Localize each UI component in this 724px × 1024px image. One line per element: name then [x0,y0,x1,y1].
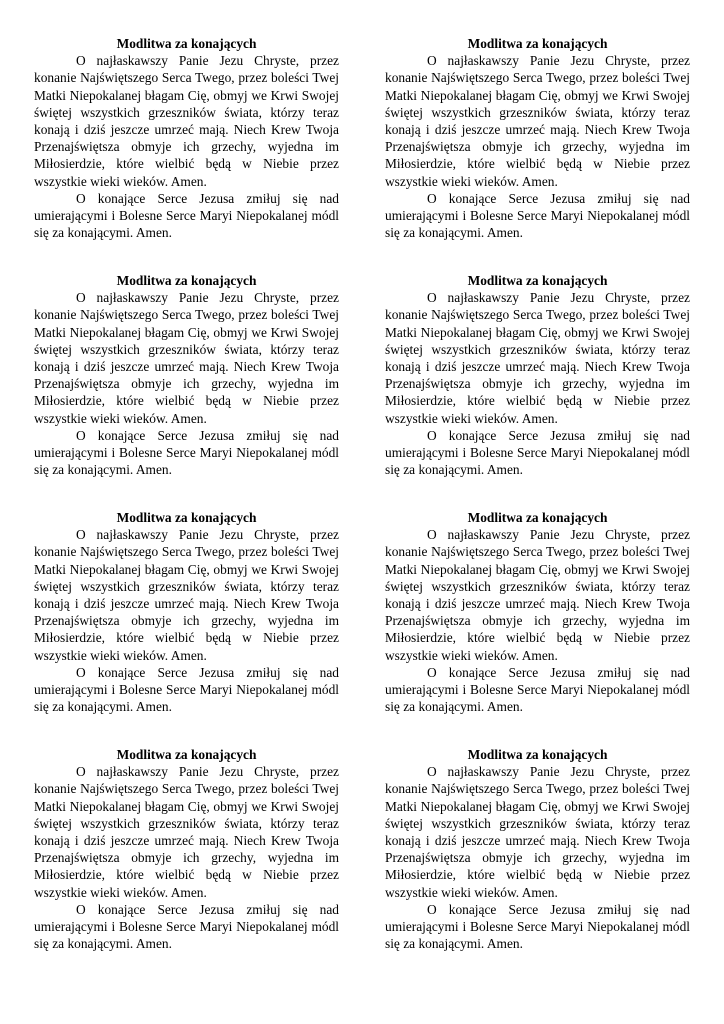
prayer-card [34,746,339,983]
prayer-title: Modlitwa za konających [467,747,608,762]
prayer-paragraph-closing: O konające Serce Jezusa zmiłuj się nad umierającymi i Bolesne Serce Maryi Niepokalanej módl się za konającymi. Amen. [385,427,690,478]
prayer-card-grid [34,35,690,983]
prayer-paragraph-closing: O konające Serce Jezusa zmiłuj się nad umierającymi i Bolesne Serce Maryi Niepokalanej módl się za konającymi. Amen. [34,190,339,241]
prayer-paragraph-main: O najłaskawszy Panie Jezu Chryste, przez konanie Najświętszego Serca Twego, przez boleści Twej Matki Niepokalanej błagam Cię, obmyj we Krwi Swojej świętej wszystkich grzeszników świata, którzy teraz konają i dziś jeszcze umrzeć mają. Niech Krew Twoja Przenajświętsza obmyje ich grzechy, wyjedna im Miłosierdzie, które wielbić będą w Niebie przez wszystkie wieki wieków. Amen. [34,53,339,189]
prayer-paragraph-main: O najłaskawszy Panie Jezu Chryste, przez konanie Najświętszego Serca Twego, przez boleści Twej Matki Niepokalanej błagam Cię, obmyj we Krwi Swojej świętej wszystkich grzeszników świata, którzy teraz konają i dziś jeszcze umrzeć mają. Niech Krew Twoja Przenajświętsza obmyje ich grzechy, wyjedna im Miłosierdzie, które wielbić będą w Niebie przez wszystkie wieki wieków. Amen. [34,290,339,426]
prayer-paragraph-closing: O konające Serce Jezusa zmiłuj się nad umierającymi i Bolesne Serce Maryi Niepokalanej módl się za konającymi. Amen. [385,664,690,715]
prayer-card [385,509,690,746]
prayer-paragraph-closing: O konające Serce Jezusa zmiłuj się nad umierającymi i Bolesne Serce Maryi Niepokalanej módl się za konającymi. Amen. [385,190,690,241]
prayer-title: Modlitwa za konających [116,510,257,525]
prayer-card [34,35,339,272]
prayer-paragraph-closing: O konające Serce Jezusa zmiłuj się nad umierającymi i Bolesne Serce Maryi Niepokalanej módl się za konającymi. Amen. [385,901,690,952]
prayer-paragraph-closing: O konające Serce Jezusa zmiłuj się nad umierającymi i Bolesne Serce Maryi Niepokalanej módl się za konającymi. Amen. [34,664,339,715]
prayer-paragraph-main: O najłaskawszy Panie Jezu Chryste, przez konanie Najświętszego Serca Twego, przez boleści Twej Matki Niepokalanej błagam Cię, obmyj we Krwi Swojej świętej wszystkich grzeszników świata, którzy teraz konają i dziś jeszcze umrzeć mają. Niech Krew Twoja Przenajświętsza obmyje ich grzechy, wyjedna im Miłosierdzie, które wielbić będą w Niebie przez wszystkie wieki wieków. Amen. [385,53,690,189]
prayer-title: Modlitwa za konających [116,36,257,51]
prayer-title: Modlitwa za konających [467,510,608,525]
prayer-card [385,272,690,509]
prayer-paragraph-main: O najłaskawszy Panie Jezu Chryste, przez konanie Najświętszego Serca Twego, przez boleści Twej Matki Niepokalanej błagam Cię, obmyj we Krwi Swojej świętej wszystkich grzeszników świata, którzy teraz konają i dziś jeszcze umrzeć mają. Niech Krew Twoja Przenajświętsza obmyje ich grzechy, wyjedna im Miłosierdzie, które wielbić będą w Niebie przez wszystkie wieki wieków. Amen. [385,527,690,663]
prayer-paragraph-main: O najłaskawszy Panie Jezu Chryste, przez konanie Najświętszego Serca Twego, przez boleści Twej Matki Niepokalanej błagam Cię, obmyj we Krwi Swojej świętej wszystkich grzeszników świata, którzy teraz konają i dziś jeszcze umrzeć mają. Niech Krew Twoja Przenajświętsza obmyje ich grzechy, wyjedna im Miłosierdzie, które wielbić będą w Niebie przez wszystkie wieki wieków. Amen. [34,527,339,663]
prayer-title: Modlitwa za konających [467,36,608,51]
prayer-card [34,509,339,746]
prayer-card [34,272,339,509]
prayer-card [385,35,690,272]
prayer-title: Modlitwa za konających [116,747,257,762]
prayer-title: Modlitwa za konających [116,273,257,288]
prayer-title: Modlitwa za konających [467,273,608,288]
prayer-paragraph-main: O najłaskawszy Panie Jezu Chryste, przez konanie Najświętszego Serca Twego, przez boleści Twej Matki Niepokalanej błagam Cię, obmyj we Krwi Swojej świętej wszystkich grzeszników świata, którzy teraz konają i dziś jeszcze umrzeć mają. Niech Krew Twoja Przenajświętsza obmyje ich grzechy, wyjedna im Miłosierdzie, które wielbić będą w Niebie przez wszystkie wieki wieków. Amen. [34,764,339,900]
prayer-paragraph-closing: O konające Serce Jezusa zmiłuj się nad umierającymi i Bolesne Serce Maryi Niepokalanej módl się za konającymi. Amen. [34,901,339,952]
prayer-paragraph-main: O najłaskawszy Panie Jezu Chryste, przez konanie Najświętszego Serca Twego, przez boleści Twej Matki Niepokalanej błagam Cię, obmyj we Krwi Swojej świętej wszystkich grzeszników świata, którzy teraz konają i dziś jeszcze umrzeć mają. Niech Krew Twoja Przenajświętsza obmyje ich grzechy, wyjedna im Miłosierdzie, które wielbić będą w Niebie przez wszystkie wieki wieków. Amen. [385,764,690,900]
prayer-paragraph-main: O najłaskawszy Panie Jezu Chryste, przez konanie Najświętszego Serca Twego, przez boleści Twej Matki Niepokalanej błagam Cię, obmyj we Krwi Swojej świętej wszystkich grzeszników świata, którzy teraz konają i dziś jeszcze umrzeć mają. Niech Krew Twoja Przenajświętsza obmyje ich grzechy, wyjedna im Miłosierdzie, które wielbić będą w Niebie przez wszystkie wieki wieków. Amen. [385,290,690,426]
prayer-card [385,746,690,983]
prayer-paragraph-closing: O konające Serce Jezusa zmiłuj się nad umierającymi i Bolesne Serce Maryi Niepokalanej módl się za konającymi. Amen. [34,427,339,478]
